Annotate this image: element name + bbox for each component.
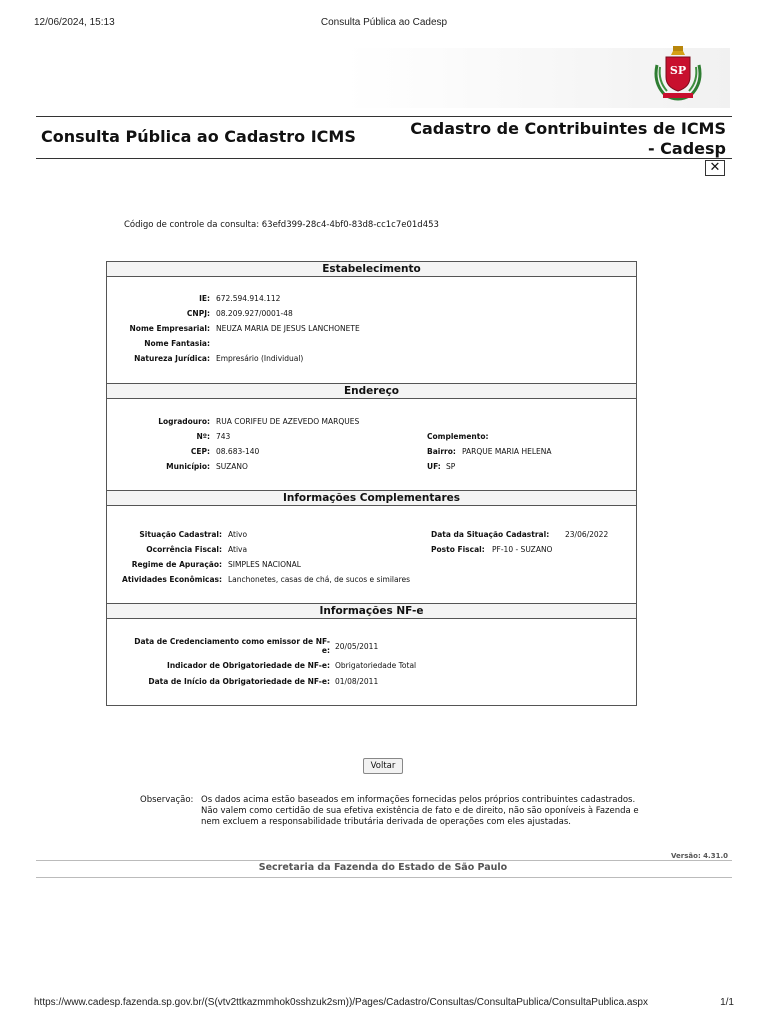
municipio-value: SUZANO xyxy=(216,462,248,471)
indicador-obrigatoriedade-value: Obrigatoriedade Total xyxy=(335,661,417,670)
credenciamento-label xyxy=(134,637,330,655)
complemento-label: Complemento: xyxy=(427,432,489,441)
logradouro-label: Logradouro: xyxy=(158,417,210,426)
system-title xyxy=(410,119,726,159)
page-title: Consulta Pública ao Cadastro ICMS xyxy=(41,127,356,146)
natureza-juridica-value: Empresário (Individual) xyxy=(216,354,304,363)
municipio-label: Município: xyxy=(166,462,210,471)
cnpj-value: 08.209.927/0001-48 xyxy=(216,309,293,318)
nome-fantasia-label: Nome Fantasia: xyxy=(144,339,210,348)
nome-empresarial-value: NEUZA MARIA DE JESUS LANCHONETE xyxy=(216,324,360,333)
bairro-value: PARQUE MARIA HELENA xyxy=(462,447,552,456)
numero-value: 743 xyxy=(216,432,231,441)
version-label: Versão: 4.31.0 xyxy=(671,852,728,860)
ocorrencia-fiscal-value: Ativa xyxy=(228,545,248,554)
cep-label: CEP: xyxy=(190,447,210,456)
observacao-label: Observação: xyxy=(140,795,194,805)
section-estabelecimento-title: Estabelecimento xyxy=(107,262,636,277)
print-page-title: Consulta Pública ao Cadesp xyxy=(320,17,448,28)
control-code-label: Código de controle da consulta: xyxy=(124,220,260,230)
print-datetime: 12/06/2024, 15:13 xyxy=(34,17,115,28)
indicador-obrigatoriedade-label: Indicador de Obrigatoriedade de NF-e: xyxy=(167,661,330,670)
inicio-obrigatoriedade-label: Data de Início da Obrigatoriedade de NF-e: xyxy=(148,677,330,686)
control-code-value: 63efd399-28c4-4bf0-83d8-cc1c7e01d453 xyxy=(261,220,439,230)
credenciamento-label-line1: Data de Credenciamento como emissor de NF- xyxy=(134,637,330,646)
logradouro-value: RUA CORIFEU DE AZEVEDO MARQUES xyxy=(216,417,360,426)
print-url: https://www.cadesp.fazenda.sp.gov.br/(S(vtv2ttkazmmhok0sshzuk2sm))/Pages/Cadastro/Consultas/ConsultaPublica/ConsultaPublica.aspx xyxy=(34,997,648,1008)
ocorrencia-fiscal-label: Ocorrência Fiscal: xyxy=(146,545,222,554)
consulta-panel xyxy=(106,261,637,706)
credenciamento-value: 20/05/2011 xyxy=(335,642,379,651)
nome-empresarial-label: Nome Empresarial: xyxy=(129,324,210,333)
inicio-obrigatoriedade-value: 01/08/2011 xyxy=(335,677,379,686)
posto-fiscal-label: Posto Fiscal: xyxy=(431,545,485,554)
data-situacao-label: Data da Situação Cadastral: xyxy=(431,530,550,539)
control-code xyxy=(124,220,439,230)
ie-label: IE: xyxy=(199,294,210,303)
situacao-cadastral-value: Ativo xyxy=(228,530,248,539)
situacao-cadastral-label: Situação Cadastral: xyxy=(139,530,222,539)
regime-apuracao-label: Regime de Apuração: xyxy=(131,560,222,569)
svg-text:SP: SP xyxy=(669,64,687,77)
atividades-economicas-value: Lanchonetes, casas de chá, de sucos e similares xyxy=(228,575,411,584)
posto-fiscal-value: PF-10 - SUZANO xyxy=(492,545,553,554)
section-complementares-title: Informações Complementares xyxy=(107,490,636,506)
sp-coat-of-arms-logo xyxy=(651,43,705,103)
close-button[interactable] xyxy=(705,160,725,176)
system-title-line1: Cadastro de Contribuintes de ICMS xyxy=(410,119,726,138)
cep-value: 08.683-140 xyxy=(216,447,260,456)
system-title-line2: - Cadesp xyxy=(647,139,726,158)
print-page-number: 1/1 xyxy=(720,997,734,1008)
data-situacao-value: 23/06/2022 xyxy=(565,530,609,539)
observacao-text: Os dados acima estão baseados em informações fornecidas pelos próprios contribuintes cadastrados. Não valem como certidão de sua efetiva existência de fato e de direito, não são oponíveis à Fazenda e nem excluem a responsabilidade tributária derivada de operações com eles ajustadas. xyxy=(201,795,639,827)
section-nfe-title: Informações NF-e xyxy=(107,603,636,619)
regime-apuracao-value: SIMPLES NACIONAL xyxy=(228,560,301,569)
ie-value: 672.594.914.112 xyxy=(216,294,281,303)
close-icon: ✕ xyxy=(709,160,721,175)
uf-label: UF: xyxy=(427,462,441,471)
section-endereco-title: Endereço xyxy=(107,383,636,399)
natureza-juridica-label: Natureza Jurídica: xyxy=(134,354,210,363)
voltar-button[interactable]: Voltar xyxy=(363,758,403,774)
numero-label: Nº: xyxy=(196,432,210,441)
bairro-label: Bairro: xyxy=(427,447,456,456)
secretaria-footer: Secretaria da Fazenda do Estado de São Paulo xyxy=(258,862,508,873)
uf-value: SP xyxy=(446,462,456,471)
cnpj-label: CNPJ: xyxy=(186,309,210,318)
credenciamento-label-line2: e: xyxy=(321,646,330,655)
atividades-economicas-label: Atividades Econômicas: xyxy=(122,575,222,584)
